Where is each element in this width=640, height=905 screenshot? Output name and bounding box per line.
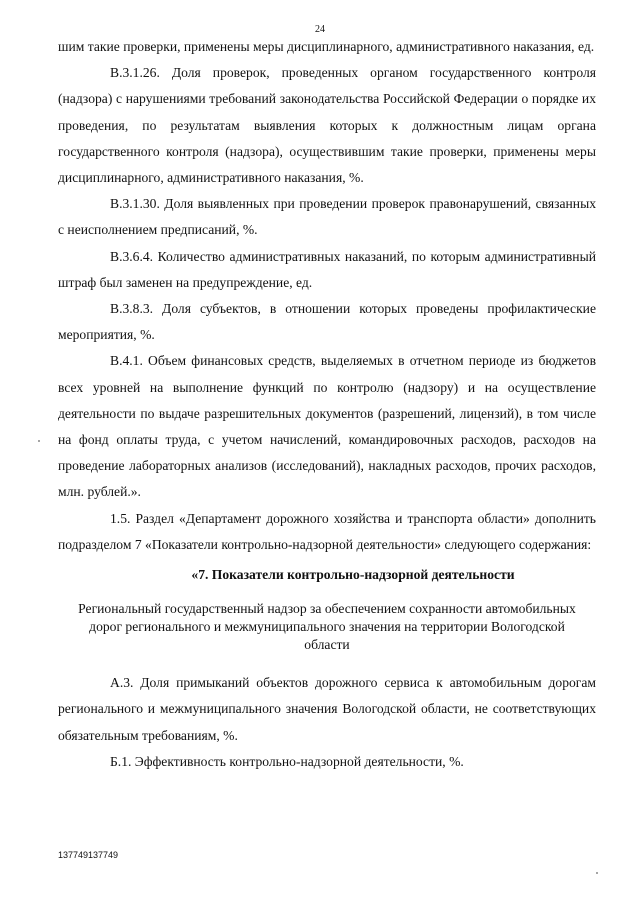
scan-speck [596, 872, 598, 874]
paragraph-v4-1: В.4.1. Объем финансовых средств, выделяемых в отчетном периоде из бюджетов всех уровней на выполнение функций по контролю (надзору) и на осуществление деятельности по выдаче разрешительных документов (разрешений, лицензий), в том числе на фонд оплаты труда, с учетом начислений, командировочных расходов, расходов на проведение лабораторных анализов (исследований), накладных расходов, прочих расходов, млн. рублей.». [58, 353, 596, 500]
paragraph-continuation: шим такие проверки, применены меры дисциплинарного, административного наказания, ед. [58, 39, 595, 54]
paragraph-v3-1-26: В.3.1.26. Доля проверок, проведенных органом государственного контроля (надзора) с нарушениями требований законодательства Российской Федерации о порядке их проведения, по результатам выявления которых к должностным лицам органа государственного контроля (надзора), осуществившим такие проверки, применены меры дисциплинарного, административного наказания, %. [58, 65, 596, 186]
page-number: 24 [315, 24, 325, 35]
paragraph-v3-1-30: В.3.1.30. Доля выявленных при проведении проверок правонарушений, связанных с неисполнением предписаний, %. [58, 196, 596, 238]
subsection-title: Региональный государственный надзор за обеспечением сохранности автомобильных дорог регионального и межмуниципального значения на территории Вологодской области [78, 601, 576, 653]
paragraph-b1: Б.1. Эффективность контрольно-надзорной деятельности, %. [110, 753, 464, 769]
paragraph-v3-8-3: В.3.8.3. Доля субъектов, в отношении которых проведены профилактические мероприятия, %. [58, 301, 596, 343]
paragraph-1-5: 1.5. Раздел «Департамент дорожного хозяйства и транспорта области» дополнить подразделом 7 «Показатели контрольно-надзорной деятельности» следующего содержания: [58, 510, 596, 552]
section-heading: «7. Показатели контрольно-надзорной деятельности [191, 567, 515, 583]
scan-speck [38, 440, 40, 442]
document-code: 137749137749 [58, 850, 119, 860]
paragraph-a3: А.3. Доля примыканий объектов дорожного сервиса к автомобильным дорогам регионального и межмуниципального значения Вологодской области, не соответствующих обязательным требованиям, %. [58, 675, 596, 743]
paragraph-v3-6-4: В.3.6.4. Количество административных наказаний, по которым административный штраф был заменен на предупреждение, ед. [58, 248, 596, 290]
document-body [58, 34, 596, 775]
